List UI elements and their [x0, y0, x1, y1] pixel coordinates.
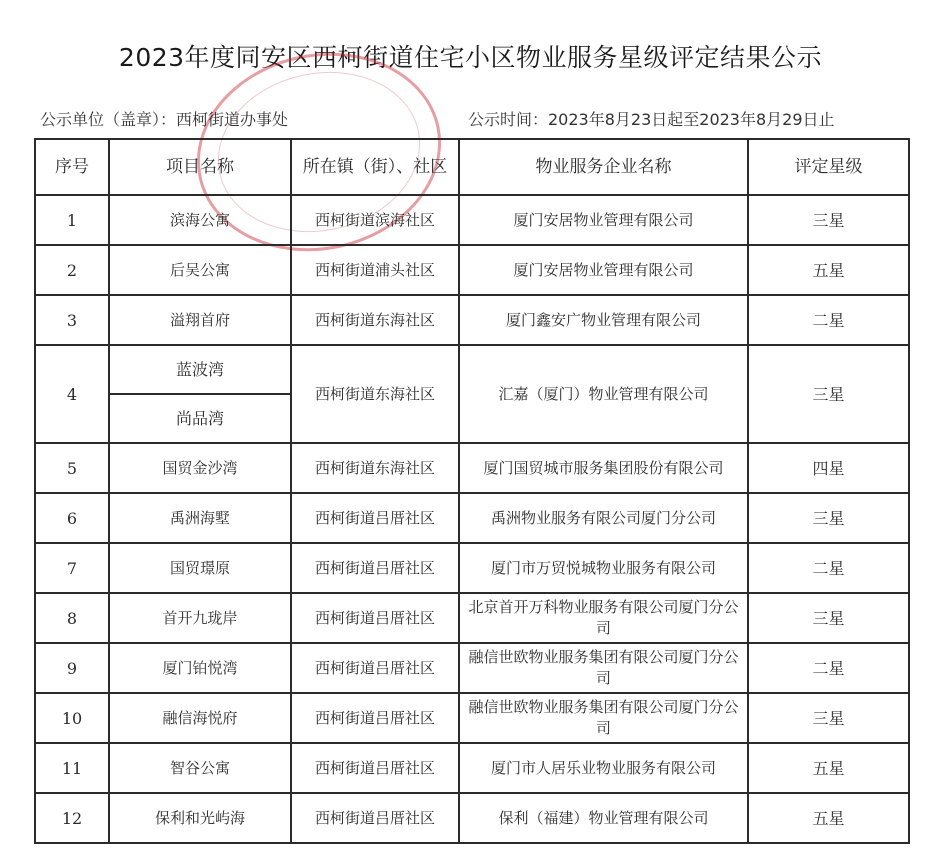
- cell-project: 尚品湾: [109, 394, 291, 443]
- cell-project: 国贸金沙湾: [109, 443, 291, 493]
- cell-rating: 二星: [748, 643, 909, 693]
- rating-table: [34, 138, 910, 844]
- table-row: [35, 245, 909, 295]
- table-row: [35, 643, 909, 693]
- cell-project: 融信海悦府: [109, 693, 291, 743]
- cell-project: 滨海公寓: [109, 195, 291, 245]
- cell-location: 西柯街道滨海社区: [291, 195, 459, 245]
- cell-location: 西柯街道吕厝社区: [291, 693, 459, 743]
- cell-project: 溢翔首府: [109, 295, 291, 345]
- cell-location: 西柯街道吕厝社区: [291, 593, 459, 643]
- header-company: 物业服务企业名称: [459, 139, 748, 195]
- cell-location: 西柯街道东海社区: [291, 345, 459, 443]
- table-row: [35, 493, 909, 543]
- cell-project: 蓝波湾: [109, 345, 291, 394]
- table-row: [35, 543, 909, 593]
- cell-seq: 11: [35, 743, 109, 793]
- table-row: [35, 743, 909, 793]
- cell-seq: 1: [35, 195, 109, 245]
- page-title: 2023年度同安区西柯街道住宅小区物业服务星级评定结果公示: [118, 43, 823, 72]
- cell-seq: 7: [35, 543, 109, 593]
- cell-project: 禹洲海墅: [109, 493, 291, 543]
- table-row: [35, 345, 909, 394]
- cell-location: 西柯街道东海社区: [291, 295, 459, 345]
- cell-seq: 6: [35, 493, 109, 543]
- cell-project: 智谷公寓: [109, 743, 291, 793]
- cell-seq: 8: [35, 593, 109, 643]
- cell-location: 西柯街道吕厝社区: [291, 643, 459, 693]
- cell-seq: 3: [35, 295, 109, 345]
- cell-seq: 12: [35, 793, 109, 843]
- header-rating: 评定星级: [748, 139, 909, 195]
- cell-seq: 5: [35, 443, 109, 493]
- cell-project: 国贸璟原: [109, 543, 291, 593]
- cell-company: 融信世欧物业服务集团有限公司厦门分公司: [459, 693, 748, 743]
- cell-company: 禹洲物业服务有限公司厦门分公司: [459, 493, 748, 543]
- cell-rating: 五星: [748, 245, 909, 295]
- table-row: [35, 693, 909, 743]
- table-row: [35, 195, 909, 245]
- cell-company: 厦门市人居乐业物业服务有限公司: [459, 743, 748, 793]
- cell-rating: 三星: [748, 345, 909, 443]
- cell-company: 厦门安居物业管理有限公司: [459, 195, 748, 245]
- cell-company: 保利（福建）物业管理有限公司: [459, 793, 748, 843]
- cell-location: 西柯街道东海社区: [291, 443, 459, 493]
- cell-project: 首开九珑岸: [109, 593, 291, 643]
- table-row: [35, 295, 909, 345]
- cell-rating: 三星: [748, 195, 909, 245]
- cell-rating: 三星: [748, 693, 909, 743]
- cell-seq: 9: [35, 643, 109, 693]
- cell-rating: 二星: [748, 543, 909, 593]
- cell-seq: 10: [35, 693, 109, 743]
- cell-location: 西柯街道吕厝社区: [291, 543, 459, 593]
- cell-location: 西柯街道吕厝社区: [291, 493, 459, 543]
- issuer-label: 公示单位（盖章）：西柯街道办事处: [40, 110, 289, 129]
- cell-company: 融信世欧物业服务集团有限公司厦门分公司: [459, 643, 748, 693]
- table-row: [35, 443, 909, 493]
- cell-rating: 五星: [748, 793, 909, 843]
- cell-location: 西柯街道吕厝社区: [291, 793, 459, 843]
- cell-company: 北京首开万科物业服务有限公司厦门分公司: [459, 593, 748, 643]
- cell-company: 汇嘉（厦门）物业管理有限公司: [459, 345, 748, 443]
- cell-location: 西柯街道吕厝社区: [291, 743, 459, 793]
- header-project: 项目名称: [109, 139, 291, 195]
- table-row: [35, 793, 909, 843]
- cell-location: 西柯街道浦头社区: [291, 245, 459, 295]
- cell-project: 厦门铂悦湾: [109, 643, 291, 693]
- cell-rating: 四星: [748, 443, 909, 493]
- cell-rating: 三星: [748, 593, 909, 643]
- period-label: 公示时间：2023年8月23日起至2023年8月29日止: [468, 110, 835, 129]
- cell-rating: 三星: [748, 493, 909, 543]
- cell-rating: 五星: [748, 743, 909, 793]
- cell-project: 后吴公寓: [109, 245, 291, 295]
- cell-seq: 4: [35, 345, 109, 443]
- cell-company: 厦门鑫安广物业管理有限公司: [459, 295, 748, 345]
- table-row: [35, 593, 909, 643]
- cell-company: 厦门市万贸悦城物业服务有限公司: [459, 543, 748, 593]
- header-seq: 序号: [35, 139, 109, 195]
- table-header-row: [35, 139, 909, 195]
- cell-rating: 二星: [748, 295, 909, 345]
- cell-project: 保利和光屿海: [109, 793, 291, 843]
- cell-company: 厦门国贸城市服务集团股份有限公司: [459, 443, 748, 493]
- header-location: 所在镇（街）、社区: [291, 139, 459, 195]
- cell-seq: 2: [35, 245, 109, 295]
- cell-company: 厦门安居物业管理有限公司: [459, 245, 748, 295]
